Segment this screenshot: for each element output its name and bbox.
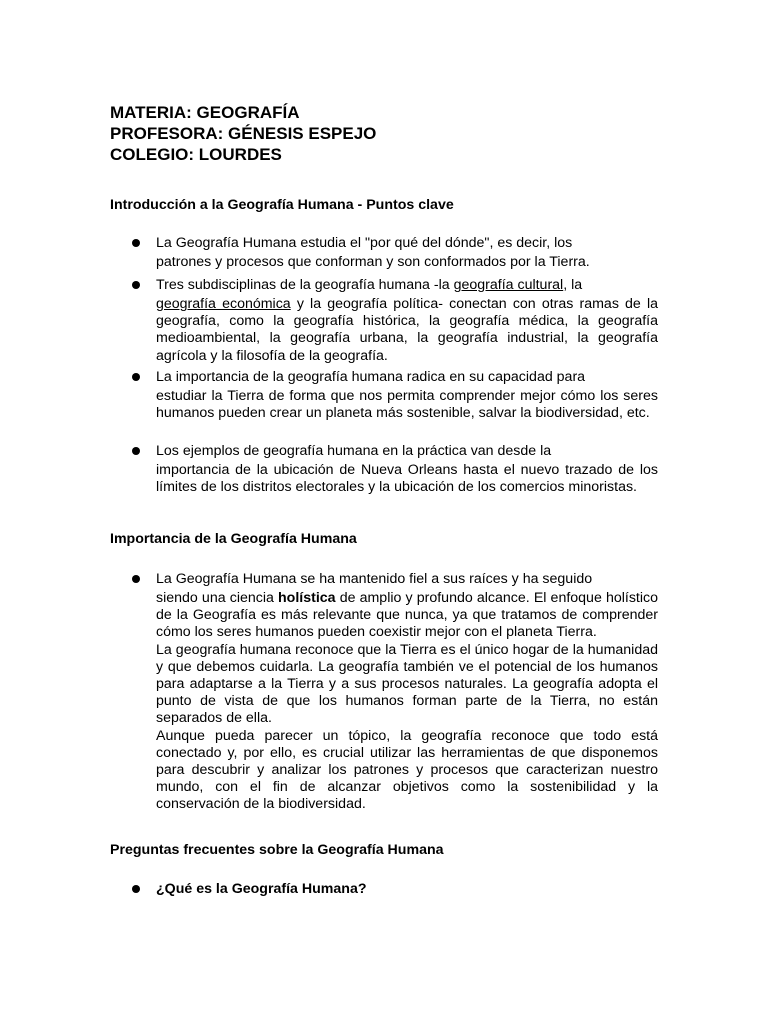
section-title-importancia: Importancia de la Geografía Humana (110, 531, 357, 547)
bullet-icon (132, 239, 140, 247)
section-title-intro: Introducción a la Geografía Humana - Puntos clave (110, 197, 454, 213)
document-header (110, 102, 376, 165)
link-geografia-economica[interactable]: geografía económica (156, 296, 291, 312)
list-item-text: La Geografía Humana estudia el "por qué del dónde", es decir, los patrones y procesos que conforman y son conformados por la Tierra. (156, 235, 590, 270)
bullet-icon (132, 373, 140, 381)
link-geografia-cultural[interactable]: geografía cultural (453, 277, 564, 293)
bullet-icon (132, 885, 140, 893)
faq-question: ¿Qué es la Geografía Humana? (156, 881, 367, 897)
school-line: COLEGIO: LOURDES (110, 145, 282, 164)
list-item-text: Los ejemplos de geografía humana en la práctica van desde la importancia de la ubicación de Nueva Orleans hasta el nuevo trazado de los límites de los distritos electorales y la ubicación de los comercios minoristas. (156, 443, 658, 496)
list-item-text: Tres subdisciplinas de la geografía humana -la geografía cultural, la geografía económica y la geografía política- conectan con otras ramas de la geografía, como la geografía histórica, la geografía médica, la geografía medioambiental, la geografía urbana, la geografía industrial, la geografía agrícola y la filosofía de la geografía. (156, 277, 658, 364)
bullet-icon (132, 447, 140, 455)
section-title-faq: Preguntas frecuentes sobre la Geografía Humana (110, 842, 444, 858)
teacher-line: PROFESORA: GÉNESIS ESPEJO (110, 124, 377, 143)
list-item-text: La Geografía Humana se ha mantenido fiel a sus raíces y ha seguido siendo una ciencia holística de amplio y profundo alcance. El enfoque holístico de la Geografía es más relevante que nunca, ya que tratamos de comprender cómo los seres humanos pueden coexistir mejor con el planeta Tierra. La geografía humana reconoce que la Tierra es el único hogar de la humanidad y que debemos cuidarla. La geografía también ve el potencial de los humanos para adaptarse a la Tierra y a sus procesos naturales. La geografía adopta el punto de vista de que los humanos forman parte de la Tierra, no están separados de ella. Aunque pueda parecer un tópico, la geografía reconoce que todo está conectado y, por ello, es crucial utilizar las herramientas de que disponemos para descubrir y analizar los patrones y procesos que caracterizan nuestro mundo, con el fin de alcanzar objetivos como la sostenibilidad y la conservación de la biodiversidad. (156, 571, 659, 813)
list-item-text: La importancia de la geografía humana radica en su capacidad para estudiar la Tierra de forma que nos permita comprender mejor cómo los seres humanos pueden crear un planeta más sostenible, salvar la biodiversidad, etc. (156, 369, 658, 422)
subject-line: MATERIA: GEOGRAFÍA (110, 103, 300, 122)
bullet-icon (132, 575, 140, 583)
bullet-icon (132, 281, 140, 289)
